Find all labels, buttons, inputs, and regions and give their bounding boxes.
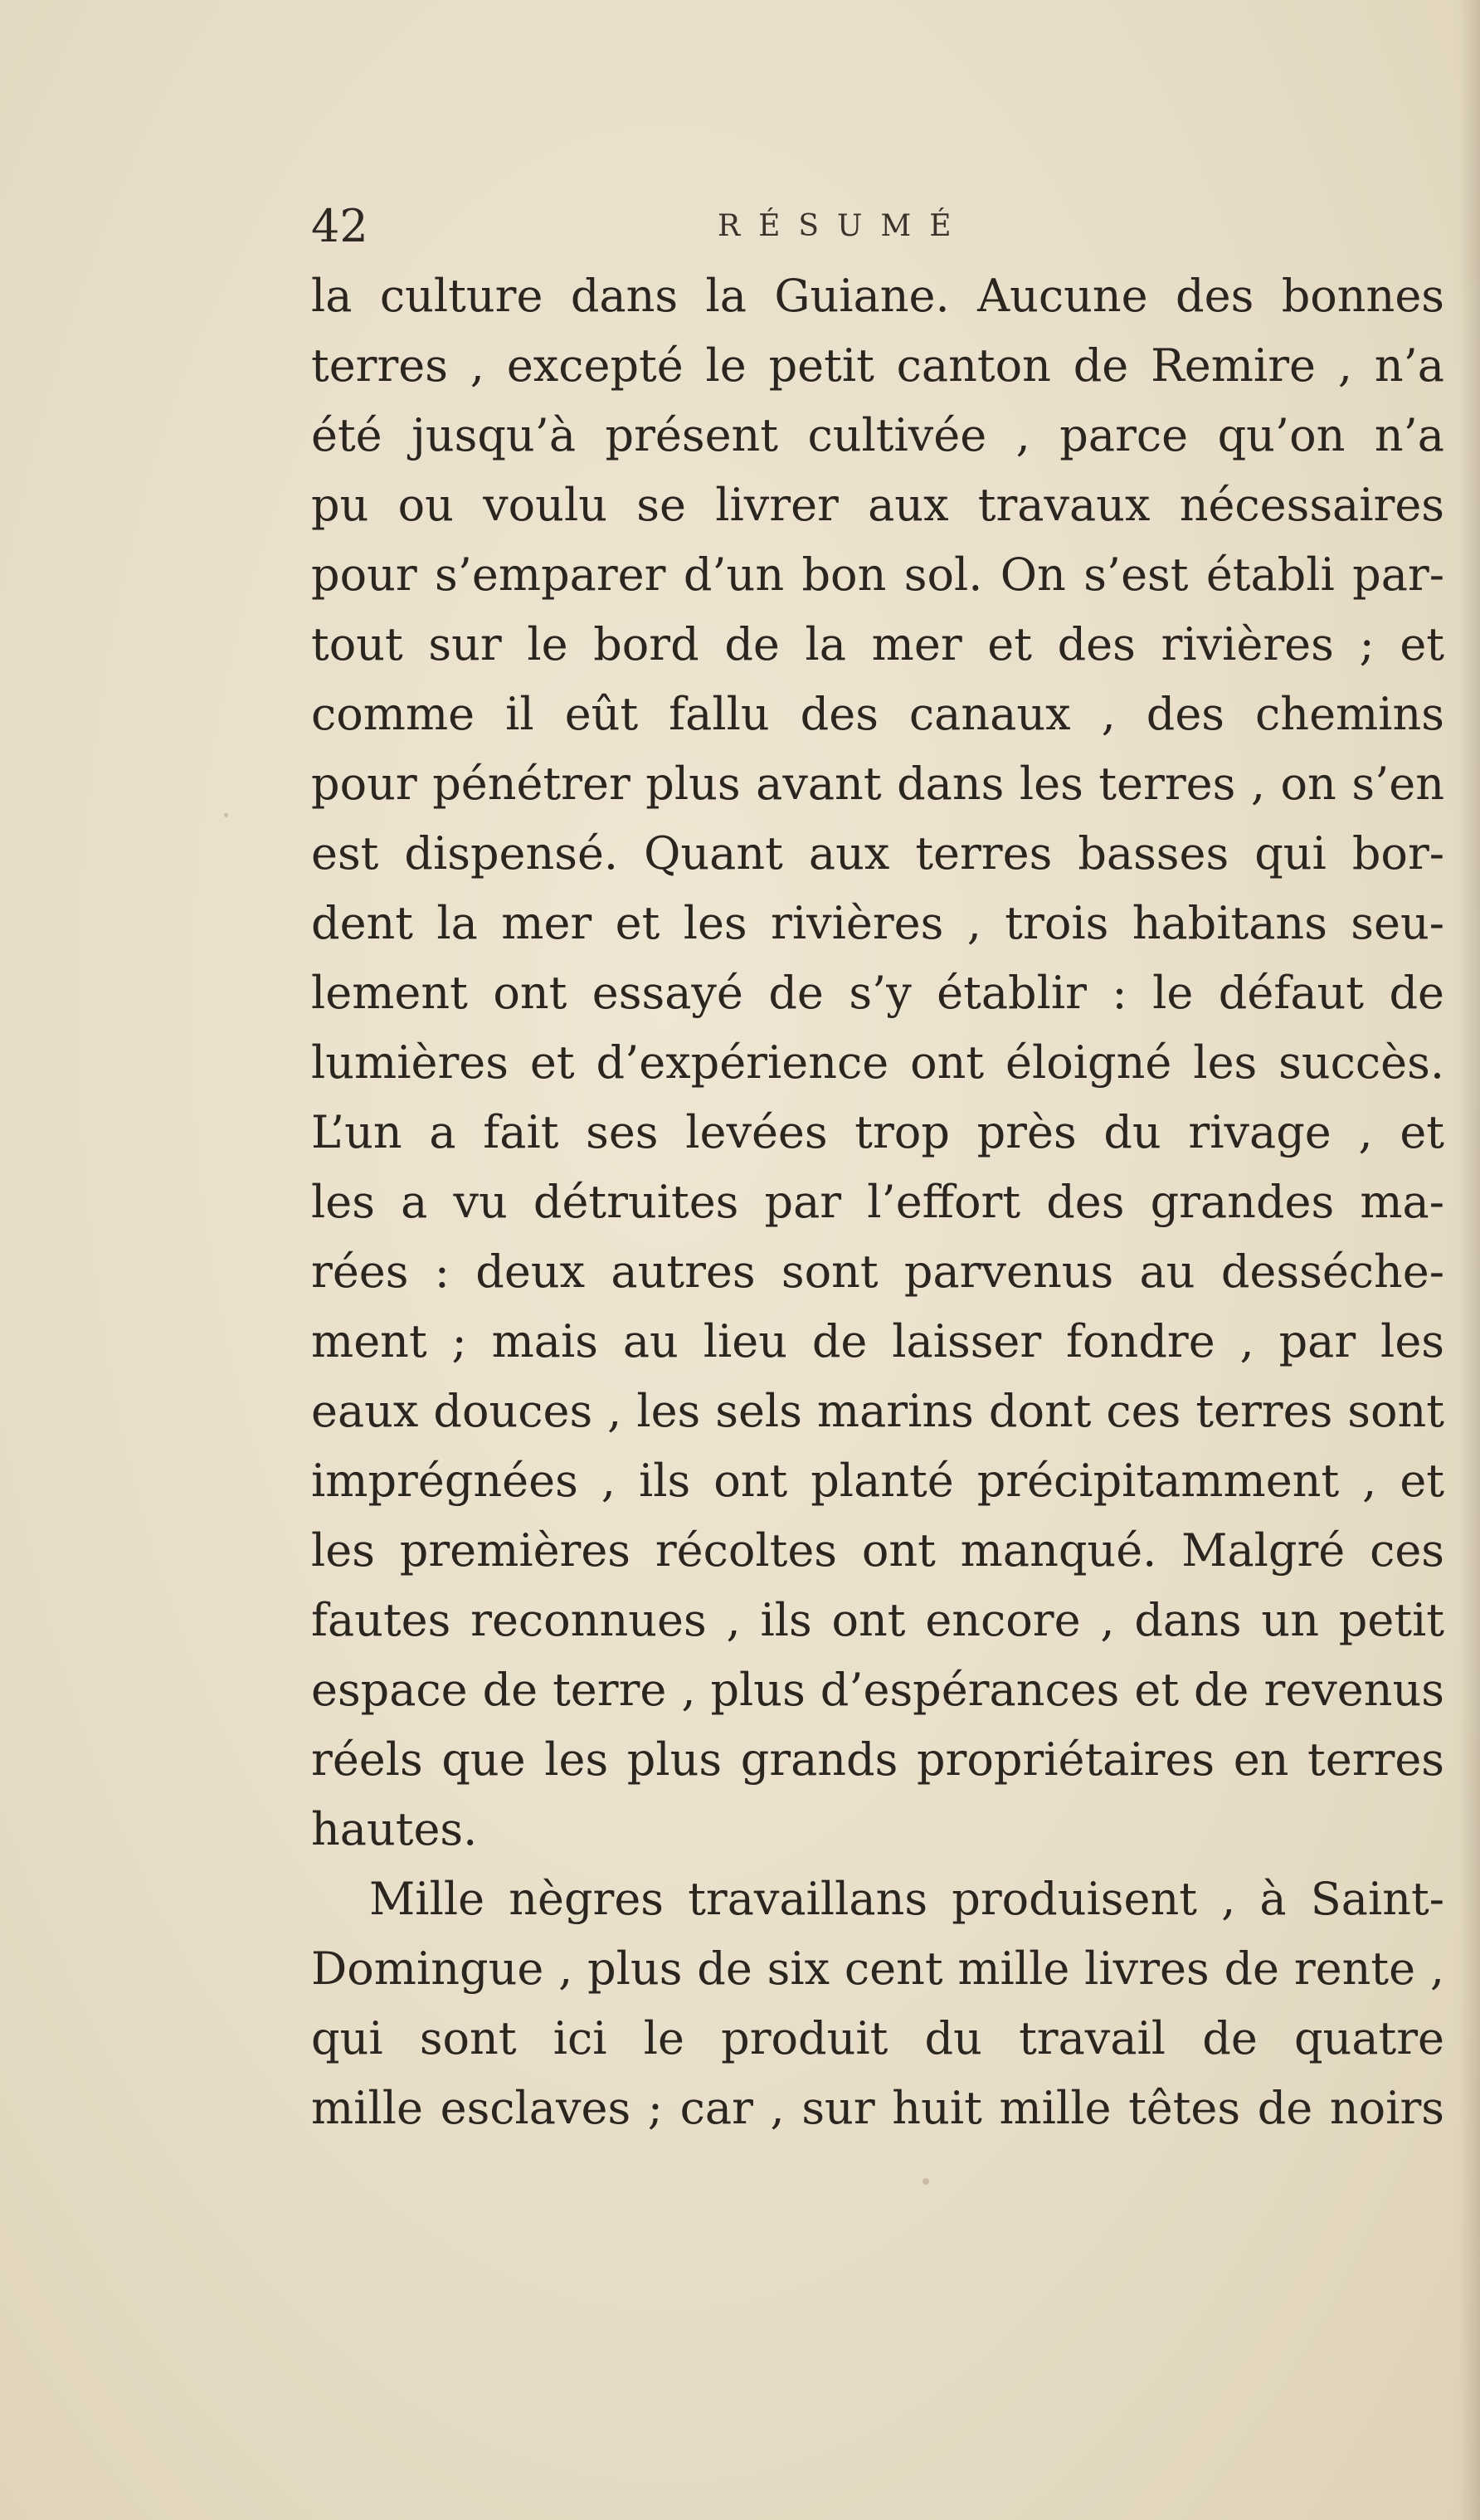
text-line: mille esclaves ; car , sur huit mille têtes de noirs [311,2082,1444,2134]
paper-speck [923,2178,929,2185]
text-line: pu ou voulu se livrer aux travaux nécessaires [311,479,1444,531]
text-line: ment ; mais au lieu de laisser fondre , par les [311,1315,1444,1367]
text-line: pour pénétrer plus avant dans les terres , on s’en [311,758,1444,810]
text-line: terres , excepté le petit canton de Remire , n’a [311,339,1444,392]
text-line: pour s’emparer d’un bon sol. On s’est établi par- [311,548,1444,601]
text-line: la culture dans la Guiane. Aucune des bonnes [311,270,1444,322]
paragraph-2 [311,1864,1444,2143]
text-line: lumières et d’expérience ont éloigné les succès. [311,1036,1444,1089]
text-line: lement ont essayé de s’y établir : le défaut de [311,967,1444,1019]
text-line: dent la mer et les rivières , trois habitans seu- [311,897,1444,949]
text-line: eaux douces , les sels marins dont ces terres sont [311,1385,1444,1437]
text-line: été jusqu’à présent cultivée , parce qu’on n’a [311,409,1444,461]
text-line: est dispensé. Quant aux terres basses qui bor- [311,827,1444,880]
text-line: rées : deux autres sont parvenus au desséche- [311,1245,1444,1298]
paper-speck [224,813,228,817]
text-line: réels que les plus grands propriétaires en terres [311,1733,1444,1786]
text-line: les a vu détruites par l’effort des grandes ma- [311,1176,1444,1228]
page-number: 42 [311,200,368,252]
text-line: L’un a fait ses levées trop près du rivage , et [311,1106,1444,1158]
text-line: qui sont ici le produit du travail de quatre [311,2012,1444,2064]
text-line: hautes. [311,1803,478,1855]
text-line: imprégnées , ils ont planté précipitamment , et [311,1455,1444,1507]
text-line: tout sur le bord de la mer et des rivières ; et [311,618,1444,670]
text-line: fautes reconnues , ils ont encore , dans un petit [311,1594,1444,1646]
text-line: Domingue , plus de six cent mille livres de rente , [311,1942,1444,1995]
body-text [311,261,1444,2143]
text-line: les premières récoltes ont manqué. Malgré ces [311,1524,1444,1577]
page-header [311,197,1456,256]
running-title: RÉSUMÉ [718,209,970,243]
paragraph-1 [311,261,1444,1864]
text-line: Mille nègres travaillans produisent , à Saint- [369,1873,1444,1925]
page-edge-shadow [1458,0,1480,2520]
text-line: espace de terre , plus d’espérances et de revenus [311,1664,1444,1716]
text-line: comme il eût fallu des canaux , des chemins [311,688,1444,740]
